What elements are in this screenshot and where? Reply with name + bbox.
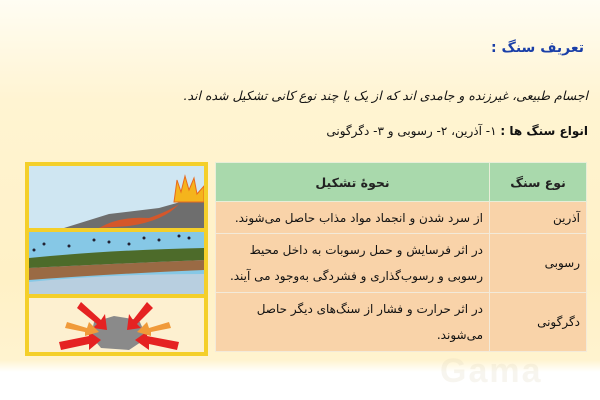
formation-cell: در اثر فرسایش و حمل رسوبات به داخل محیط رسوبی و رسوب‌گذاری و فشردگی به‌وجود می آیند. bbox=[216, 234, 490, 293]
table-header-row bbox=[216, 163, 587, 202]
volcano-illustration bbox=[29, 166, 204, 228]
rock-types-list: ۱- آذرین، ۲- رسوبی و ۳- دگرگونی bbox=[326, 124, 497, 138]
table-row bbox=[216, 293, 587, 352]
rock-types-table bbox=[215, 162, 587, 352]
rock-types-illustration bbox=[25, 162, 208, 356]
formation-cell: در اثر حرارت و فشار از سنگ‌های دیگر حاصل می‌شوند. bbox=[216, 293, 490, 352]
sediment-layers-illustration bbox=[29, 232, 204, 294]
rock-types-label: انواع سنگ ها : bbox=[500, 124, 588, 138]
watermark-logo: Gama bbox=[440, 352, 543, 390]
table-row bbox=[216, 234, 587, 293]
metamorphic-pressure-illustration bbox=[29, 298, 204, 352]
rock-type-cell: رسوبی bbox=[490, 234, 587, 293]
table-row bbox=[216, 202, 587, 234]
header-formation: نحوۀ تشکیل bbox=[216, 163, 490, 202]
header-rock-type: نوع سنگ bbox=[490, 163, 587, 202]
formation-cell: از سرد شدن و انجماد مواد مذاب حاصل می‌شوند. bbox=[216, 202, 490, 234]
rock-type-cell: آذرین bbox=[490, 202, 587, 234]
rock-types bbox=[326, 124, 588, 138]
rock-type-cell: دگرگونی bbox=[490, 293, 587, 352]
rock-definition: اجسام طبیعی، غیرزنده و جامدی اند که از یک یا چند نوع کانی تشکیل شده اند. bbox=[183, 88, 588, 103]
section-title: تعریف سنگ : bbox=[491, 40, 584, 56]
